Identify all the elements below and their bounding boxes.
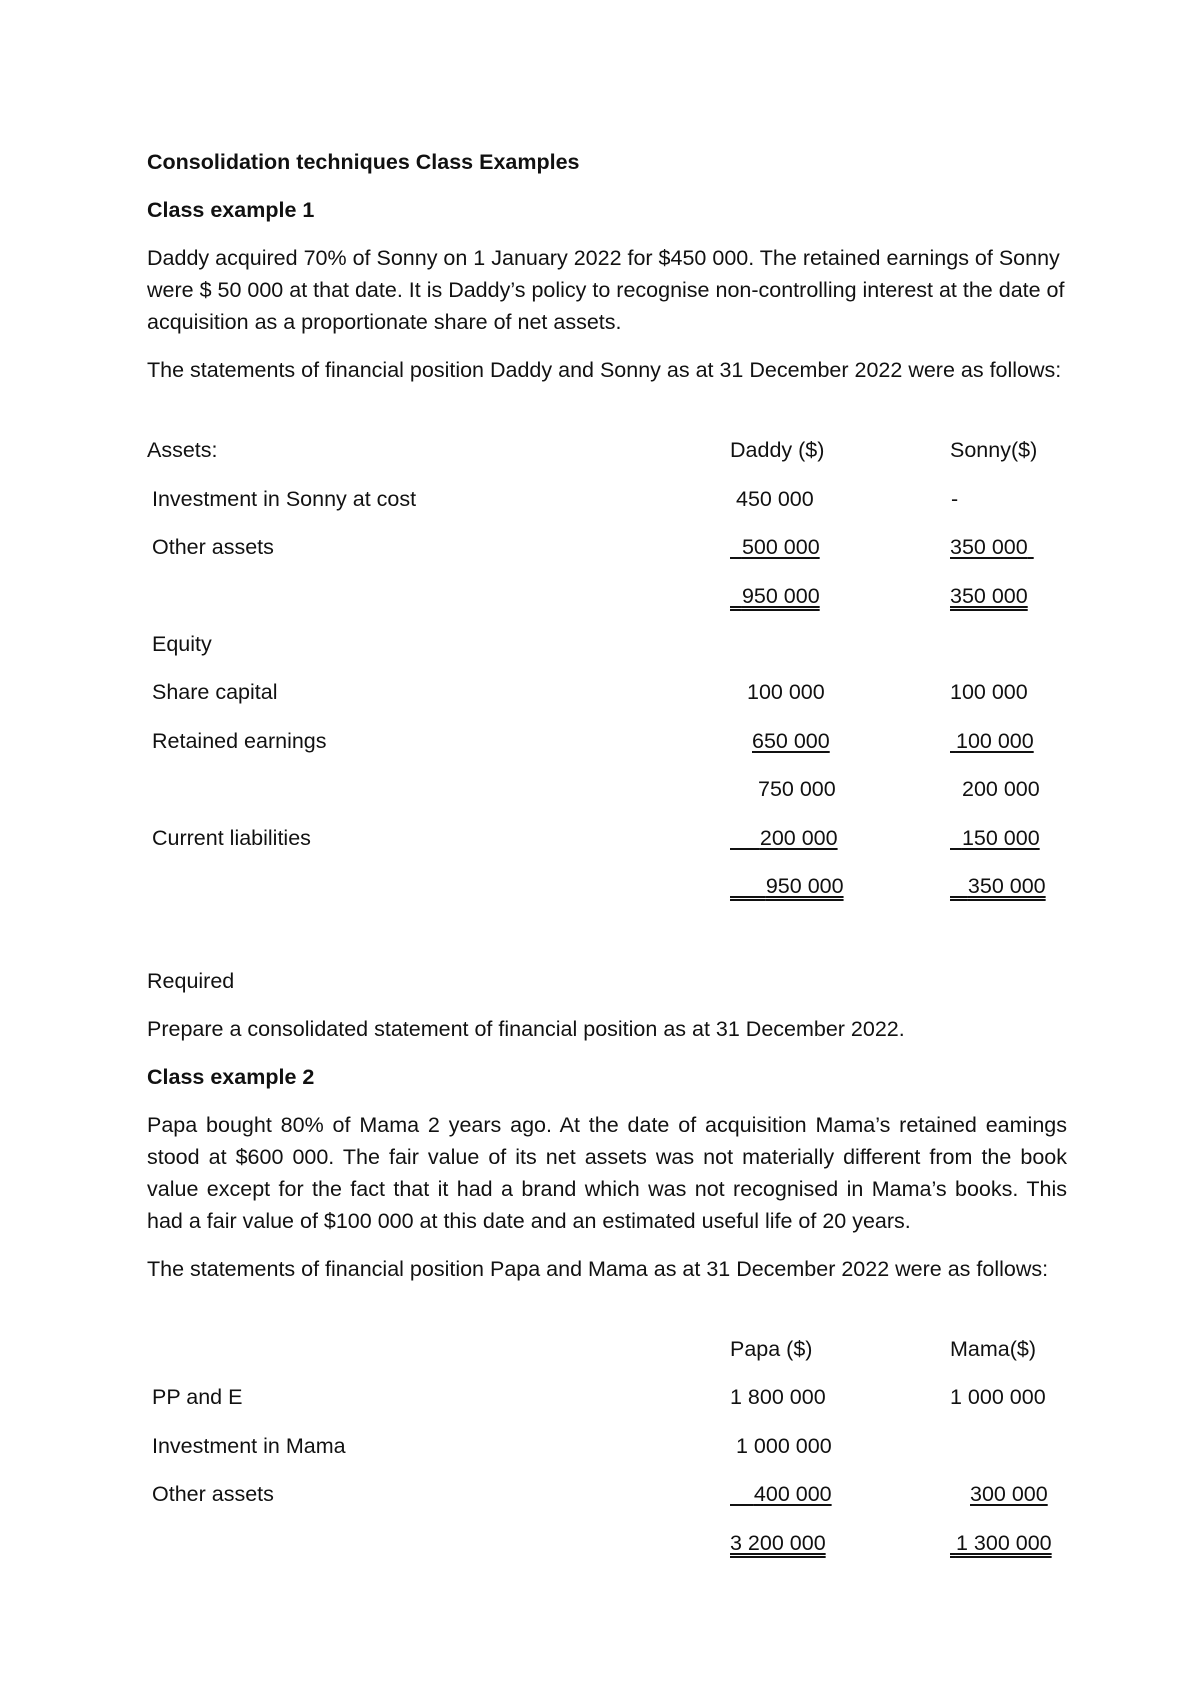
example2-heading: Class example 2: [147, 1065, 315, 1089]
mama-total: 1 300 000: [955, 1531, 1052, 1555]
row-label: Investment in Mama: [152, 1434, 346, 1458]
equity-label: Equity: [152, 632, 212, 656]
example1-table-header: [0, 434, 1200, 466]
table-row: [0, 1430, 1200, 1462]
papa-total: 3 200 000: [730, 1531, 826, 1555]
example1-intro-paragraph: Daddy acquired 70% of Sonny on 1 January 2022 for $450 000. The retained earnings of Sonny were $ 50 000 at that date. It is Daddy’s policy to recognise non-controlling interest at the date of acquisition as a proportionate share of net assets.: [147, 246, 1065, 334]
table-row: [0, 725, 1200, 757]
row-label: Share capital: [152, 680, 278, 704]
table-row: [0, 870, 1200, 902]
row-label: Other assets: [152, 1482, 274, 1506]
row-label: Current liabilities: [152, 826, 311, 850]
daddy-total: 950 000: [741, 584, 820, 608]
papa-value: 400 000: [753, 1482, 832, 1506]
sonny-value: 100 000: [955, 729, 1034, 753]
sonny-total: 350 000: [950, 584, 1028, 608]
required-label: Required: [147, 969, 235, 993]
table-row: [0, 483, 1200, 515]
example2-intro-paragraph: Papa bought 80% of Mama 2 years ago. At the date of acquisition Mama’s retained eamings stood at $600 000. The fair value of its net assets was not materially different from the book value except for the fact that it had a brand which was not recognised in Mama’s books. This had a fair value of $100 000 at this date and an estimated useful life of 20 years.: [147, 1113, 1067, 1233]
mama-value: 1 000 000: [950, 1385, 1046, 1409]
row-label: PP and E: [152, 1385, 243, 1409]
row-label: Retained earnings: [152, 729, 327, 753]
document-title: Consolidation techniques Class Examples: [147, 150, 580, 174]
sonny-column-header: Sonny($): [950, 438, 1038, 462]
daddy-value: 500 000: [741, 535, 820, 559]
table-row: [0, 1381, 1200, 1413]
table-row: [0, 676, 1200, 708]
row-label: Other assets: [152, 535, 274, 559]
example1-statements-paragraph: The statements of financial position Daddy and Sonny as at 31 December 2022 were as follows:: [147, 358, 1062, 382]
papa-value: 1 000 000: [736, 1434, 832, 1458]
sonny-subtotal: 200 000: [962, 777, 1040, 801]
table-row: [0, 822, 1200, 854]
daddy-subtotal: 750 000: [758, 777, 836, 801]
papa-column-header: Papa ($): [730, 1337, 813, 1361]
row-label: Investment in Sonny at cost: [152, 487, 417, 511]
daddy-grand-total: 950 000: [765, 874, 844, 898]
mama-value: 300 000: [970, 1482, 1048, 1506]
sonny-value: 350 000: [950, 535, 1028, 559]
table-row: [0, 580, 1200, 612]
papa-value: 1 800 000: [730, 1385, 826, 1409]
daddy-value: 450 000: [736, 487, 814, 511]
table-row: [0, 1527, 1200, 1559]
sonny-grand-total: 350 000: [967, 874, 1046, 898]
daddy-column-header: Daddy ($): [730, 438, 825, 462]
table-row: [0, 628, 1200, 660]
table-row: [0, 773, 1200, 805]
assets-label: Assets:: [147, 438, 218, 462]
table-row: [0, 1478, 1200, 1510]
table-row: [0, 531, 1200, 563]
required-text: Prepare a consolidated statement of financial position as at 31 December 2022.: [147, 1017, 905, 1041]
sonny-value: -: [951, 487, 959, 511]
sonny-value: 150 000: [961, 826, 1040, 850]
daddy-value: 100 000: [747, 680, 825, 704]
example2-table-header: [0, 1333, 1200, 1365]
daddy-value: 200 000: [759, 826, 838, 850]
example2-statements-paragraph: The statements of financial position Papa and Mama as at 31 December 2022 were as follows:: [147, 1257, 1049, 1281]
sonny-value: 100 000: [950, 680, 1028, 704]
example1-heading: Class example 1: [147, 198, 315, 222]
mama-column-header: Mama($): [950, 1337, 1037, 1361]
daddy-value: 650 000: [752, 729, 830, 753]
